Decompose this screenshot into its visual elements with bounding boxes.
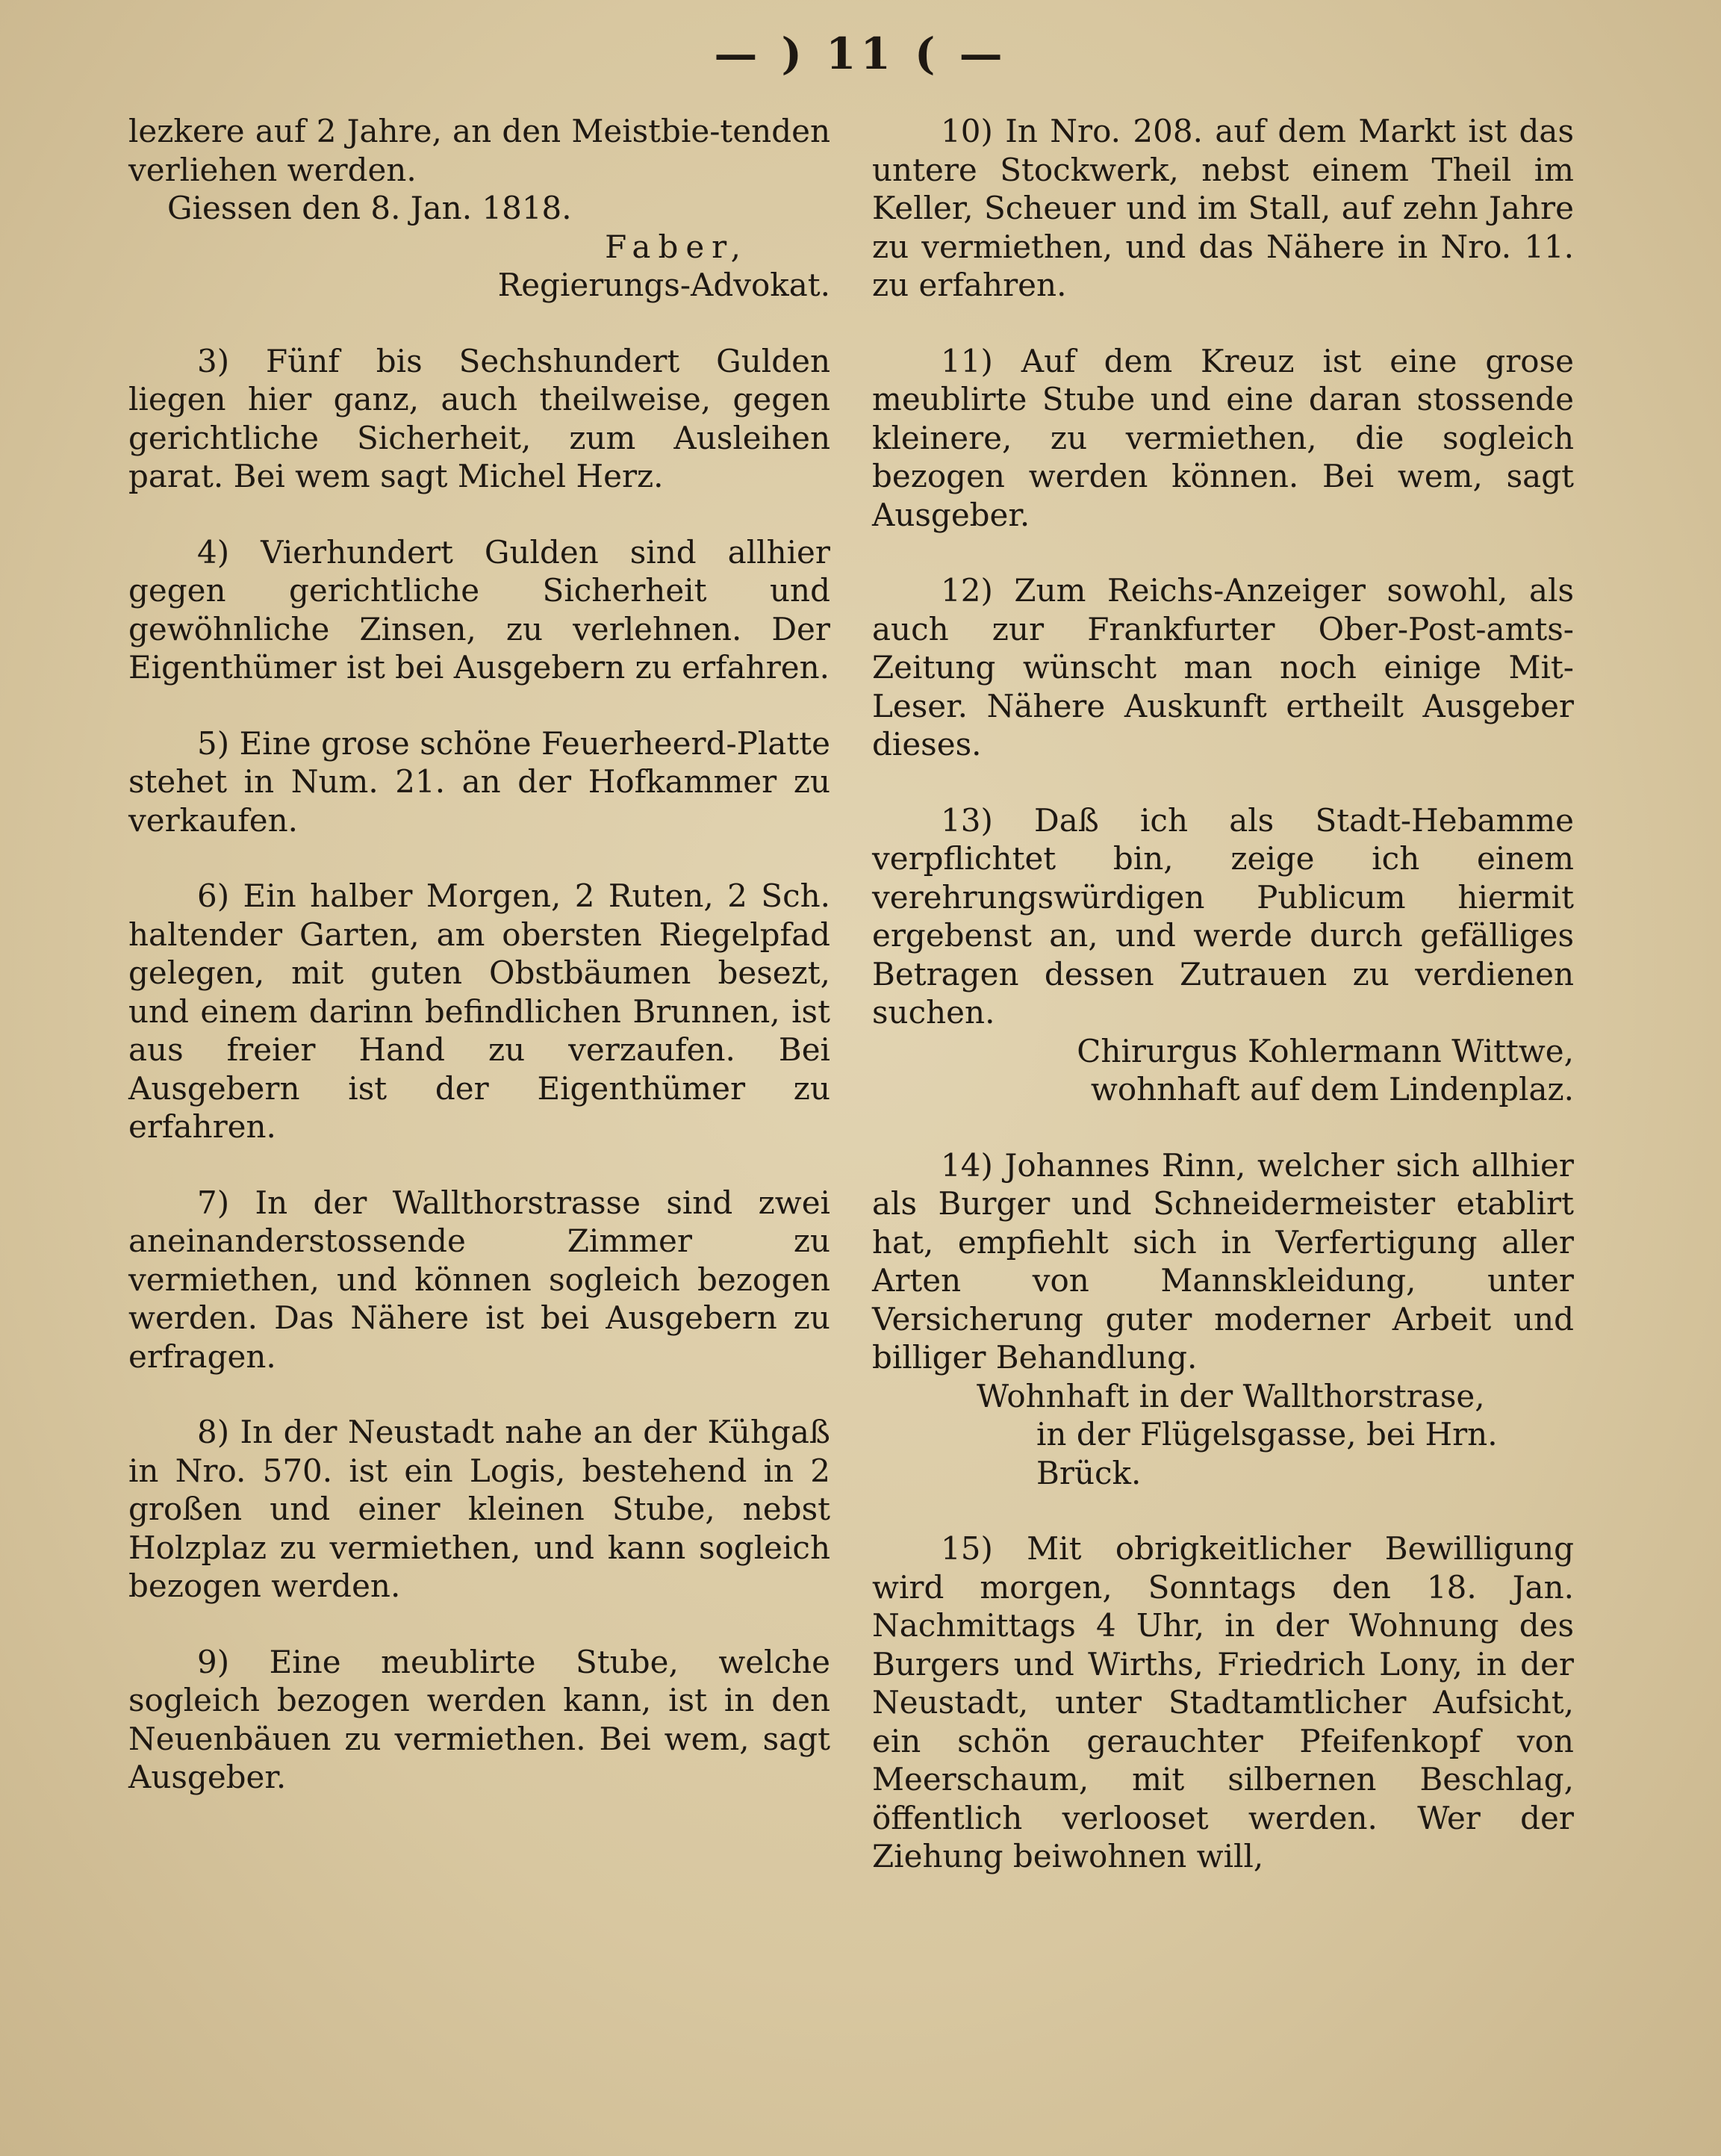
notice-13 — [872, 801, 1574, 1109]
notice-14-address-line-1: Wohnhaft in der Wallthorstrase, — [977, 1377, 1485, 1414]
notice-8-text: 8) In der Neustadt nahe an der Kühgaß in Nro. 570. ist ein Logis, bestehend in 2 großen und einer kleinen Stube, nebst Holzplaz zu vermiethen, und kann sogleich bezogen werden. — [128, 1414, 830, 1604]
notice-14-address-line-2: in der Flügelsgasse, bei Hrn. Brück. — [1036, 1416, 1498, 1491]
notice-6 — [128, 877, 830, 1146]
notice-2-signature-title: Regierungs-Advokat. — [497, 267, 830, 303]
notice-13-text: 13) Daß ich als Stadt-Hebamme verpflichtet bin, zeige ich einem verehrungswürdigen Publicum hiermit ergebenst an, und werde durch gefälliges Betragen dessen Zutrauen zu verdienen suchen. — [872, 801, 1574, 1031]
left-column — [128, 112, 830, 1834]
notice-4-text: 4) Vierhundert Gulden sind allhier gegen gerichtliche Sicherheit und gewöhnliche Zinsen, zu verlehnen. Der Eigenthümer ist bei Ausgebern zu erfahren. — [128, 533, 830, 686]
notice-5 — [128, 724, 830, 840]
notice-10-text: 10) In Nro. 208. auf dem Markt ist das untere Stockwerk, nebst einem Theil im Keller, Scheuer und im Stall, auf zehn Jahre zu vermiethen, und das Nähere in Nro. 11. zu erfahren. — [872, 113, 1574, 303]
notice-11 — [872, 342, 1574, 535]
notice-7 — [128, 1184, 830, 1376]
right-column — [872, 112, 1574, 1913]
notice-15-text: 15) Mit obrigkeitlicher Bewilligung wird morgen, Sonntags den 18. Jan. Nachmittags 4 Uhr, in der Wohnung des Burgers und Wirths, Friedrich Lony, in der Neustadt, unter Stadtamtlicher Aufsicht, ein schön gerauchter Pfeifenkopf von Meerschaum, mit silbernen Beschlag, öffentlich verlooset werden. Wer der Ziehung beiwohnen will, — [872, 1530, 1574, 1874]
notice-6-text: 6) Ein halber Morgen, 2 Ruten, 2 Sch. haltender Garten, am obersten Riegelpfad gelegen, mit guten Obstbäumen besezt, und einem darinn befindlichen Brunnen, ist aus freier Hand zu verzaufen. Bei Ausgebern ist der Eigenthümer zu erfahren. — [128, 877, 830, 1145]
notice-2-place-date: Giessen den 8. Jan. 1818. — [167, 190, 572, 226]
notice-4 — [128, 533, 830, 687]
notice-11-text: 11) Auf dem Kreuz ist eine grose meublirte Stube und eine daran stossende kleinere, zu vermiethen, die sogleich bezogen werden können. Bei wem, sagt Ausgeber. — [872, 342, 1574, 533]
notice-12-text: 12) Zum Reichs-Anzeiger sowohl, als auch zur Frankfurter Ober-Post-amts-Zeitung wünscht man noch einige Mit-Leser. Nähere Auskunft ertheilt Ausgeber dieses. — [872, 572, 1574, 762]
notice-12 — [872, 571, 1574, 764]
notice-9 — [128, 1643, 830, 1797]
notice-2-end — [128, 112, 830, 305]
notice-8 — [128, 1413, 830, 1606]
notice-2-text: lezkere auf 2 Jahre, an den Meistbie-tenden verliehen werden. — [128, 113, 830, 188]
notice-13-signature: Chirurgus Kohlermann Wittwe, — [1077, 1032, 1574, 1069]
notice-15 — [872, 1529, 1574, 1876]
notice-9-text: 9) Eine meublirte Stube, welche sogleich bezogen werden kann, ist in den Neuenbäuen zu vermiethen. Bei wem, sagt Ausgeber. — [128, 1643, 830, 1795]
notice-2-signature-name: Faber, — [605, 228, 748, 265]
notice-3 — [128, 342, 830, 496]
notice-14-text: 14) Johannes Rinn, welcher sich allhier als Burger und Schneidermeister etablirt hat, empfiehlt sich in Verfertigung aller Arten von Mannskleidung, unter Versicherung guter moderner Arbeit und billiger Behandlung. — [872, 1146, 1574, 1376]
notice-13-address: wohnhaft auf dem Lindenplaz. — [1090, 1071, 1574, 1107]
notice-14 — [872, 1146, 1574, 1493]
notice-3-text: 3) Fünf bis Sechshundert Gulden liegen hier ganz, auch theilweise, gegen gerichtliche Sicherheit, zum Ausleihen parat. Bei wem sagt Michel Herz. — [128, 342, 830, 494]
notice-10 — [872, 112, 1574, 305]
page-number-header: — ) 11 ( — — [714, 28, 1007, 79]
notice-7-text: 7) In der Wallthorstrasse sind zwei aneinanderstossende Zimmer zu vermiethen, und können sogleich bezogen werden. Das Nähere ist bei Ausgebern zu erfragen. — [128, 1184, 830, 1375]
notice-5-text: 5) Eine grose schöne Feuerheerd-Platte stehet in Num. 21. an der Hofkammer zu verkaufen. — [128, 724, 830, 839]
